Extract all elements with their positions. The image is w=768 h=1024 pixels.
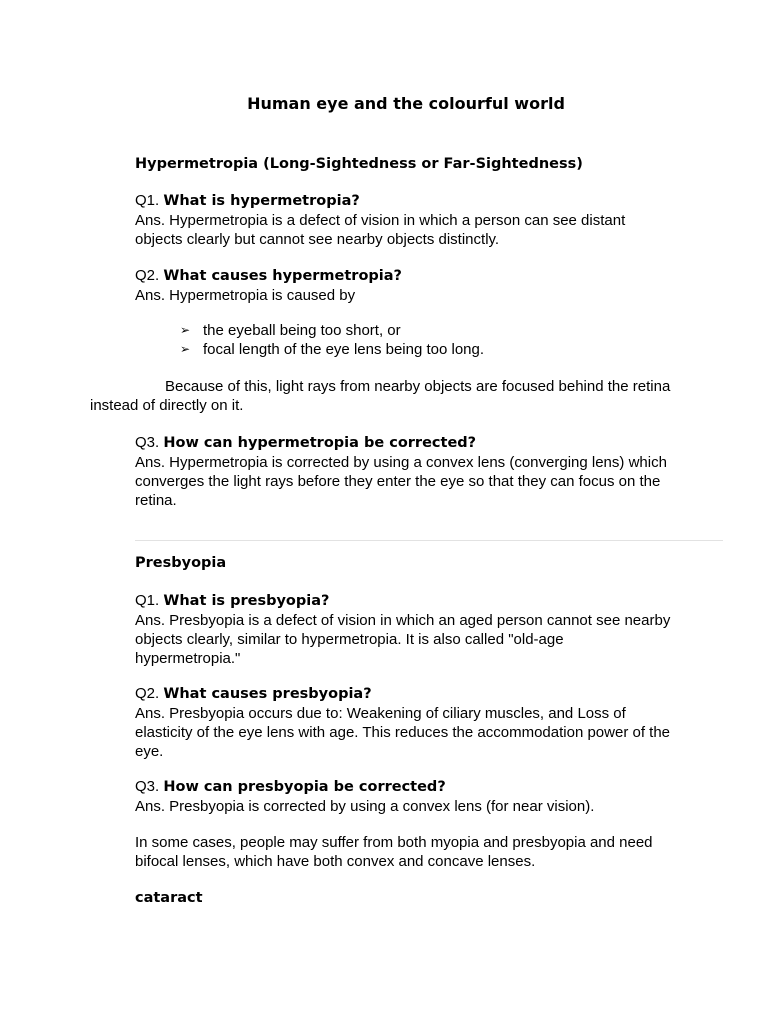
answer-line: objects clearly but cannot see nearby objects distinctly. bbox=[135, 231, 500, 248]
list-item-text: focal length of the eye lens being too long. bbox=[203, 341, 485, 358]
arrow-bullet-icon: ➢ bbox=[180, 323, 191, 337]
hypermetropia-q1 bbox=[135, 191, 695, 249]
question-line bbox=[135, 433, 695, 453]
question-number: Q1. bbox=[135, 592, 164, 609]
section-heading: cataract bbox=[135, 890, 203, 906]
section-divider bbox=[135, 540, 723, 541]
answer-line: Ans. Hypermetropia is corrected by using a convex lens (converging lens) which bbox=[135, 454, 667, 471]
cause-bullet-list bbox=[180, 321, 700, 359]
page-title: Human eye and the colourful world bbox=[247, 94, 565, 113]
section-heading: Hypermetropia (Long-Sightedness or Far-Sightedness) bbox=[135, 156, 583, 172]
question-line bbox=[135, 684, 695, 704]
answer-line: Ans. Hypermetropia is a defect of vision in which a person can see distant bbox=[135, 212, 626, 229]
section-heading: Presbyopia bbox=[135, 555, 227, 571]
question-text: How can hypermetropia be corrected? bbox=[163, 435, 477, 451]
question-line bbox=[135, 591, 695, 611]
explanation-line: Because of this, light rays from nearby objects are focused behind the retina bbox=[165, 378, 671, 395]
bifocal-note bbox=[135, 833, 695, 871]
question-line bbox=[135, 777, 695, 797]
note-line: In some cases, people may suffer from both myopia and presbyopia and need bbox=[135, 834, 653, 851]
question-line bbox=[135, 191, 695, 211]
presbyopia-q3 bbox=[135, 777, 695, 816]
question-text: How can presbyopia be corrected? bbox=[163, 779, 446, 795]
question-number: Q2. bbox=[135, 267, 164, 284]
presbyopia-section-heading bbox=[135, 554, 695, 573]
answer-line: converges the light rays before they enter the eye so that they can focus on the bbox=[135, 473, 661, 490]
answer-line: objects clearly, similar to hypermetropia. It is also called "old-age bbox=[135, 631, 564, 648]
arrow-bullet-icon: ➢ bbox=[180, 342, 191, 356]
answer-line: Ans. Presbyopia occurs due to: Weakening of ciliary muscles, and Loss of bbox=[135, 705, 626, 722]
presbyopia-q1 bbox=[135, 591, 695, 668]
note-line: bifocal lenses, which have both convex and concave lenses. bbox=[135, 853, 536, 870]
hypermetropia-q3 bbox=[135, 433, 695, 510]
question-number: Q3. bbox=[135, 778, 164, 795]
presbyopia-q2 bbox=[135, 684, 695, 761]
list-item-text: the eyeball being too short, or bbox=[203, 322, 401, 339]
answer-line: hypermetropia." bbox=[135, 650, 241, 667]
answer-line: Ans. Presbyopia is a defect of vision in which an aged person cannot see nearby bbox=[135, 612, 671, 629]
answer-line: Ans. Presbyopia is corrected by using a convex lens (for near vision). bbox=[135, 798, 595, 815]
question-number: Q1. bbox=[135, 192, 164, 209]
list-item bbox=[180, 340, 700, 359]
hypermetropia-q2 bbox=[135, 266, 695, 305]
question-number: Q3. bbox=[135, 434, 164, 451]
question-line bbox=[135, 266, 695, 286]
answer-line: retina. bbox=[135, 492, 177, 509]
answer-line: elasticity of the eye lens with age. This reduces the accommodation power of the bbox=[135, 724, 671, 741]
list-item bbox=[180, 321, 700, 340]
question-text: What is hypermetropia? bbox=[163, 193, 360, 209]
hypermetropia-section-heading bbox=[135, 155, 695, 174]
question-text: What is presbyopia? bbox=[163, 593, 330, 609]
explanation-paragraph bbox=[90, 377, 690, 415]
cataract-section-heading bbox=[135, 889, 695, 908]
question-text: What causes hypermetropia? bbox=[163, 268, 402, 284]
answer-line: eye. bbox=[135, 743, 164, 760]
question-text: What causes presbyopia? bbox=[163, 686, 372, 702]
answer-line: Ans. Hypermetropia is caused by bbox=[135, 287, 356, 304]
question-number: Q2. bbox=[135, 685, 164, 702]
explanation-line: instead of directly on it. bbox=[90, 397, 244, 414]
